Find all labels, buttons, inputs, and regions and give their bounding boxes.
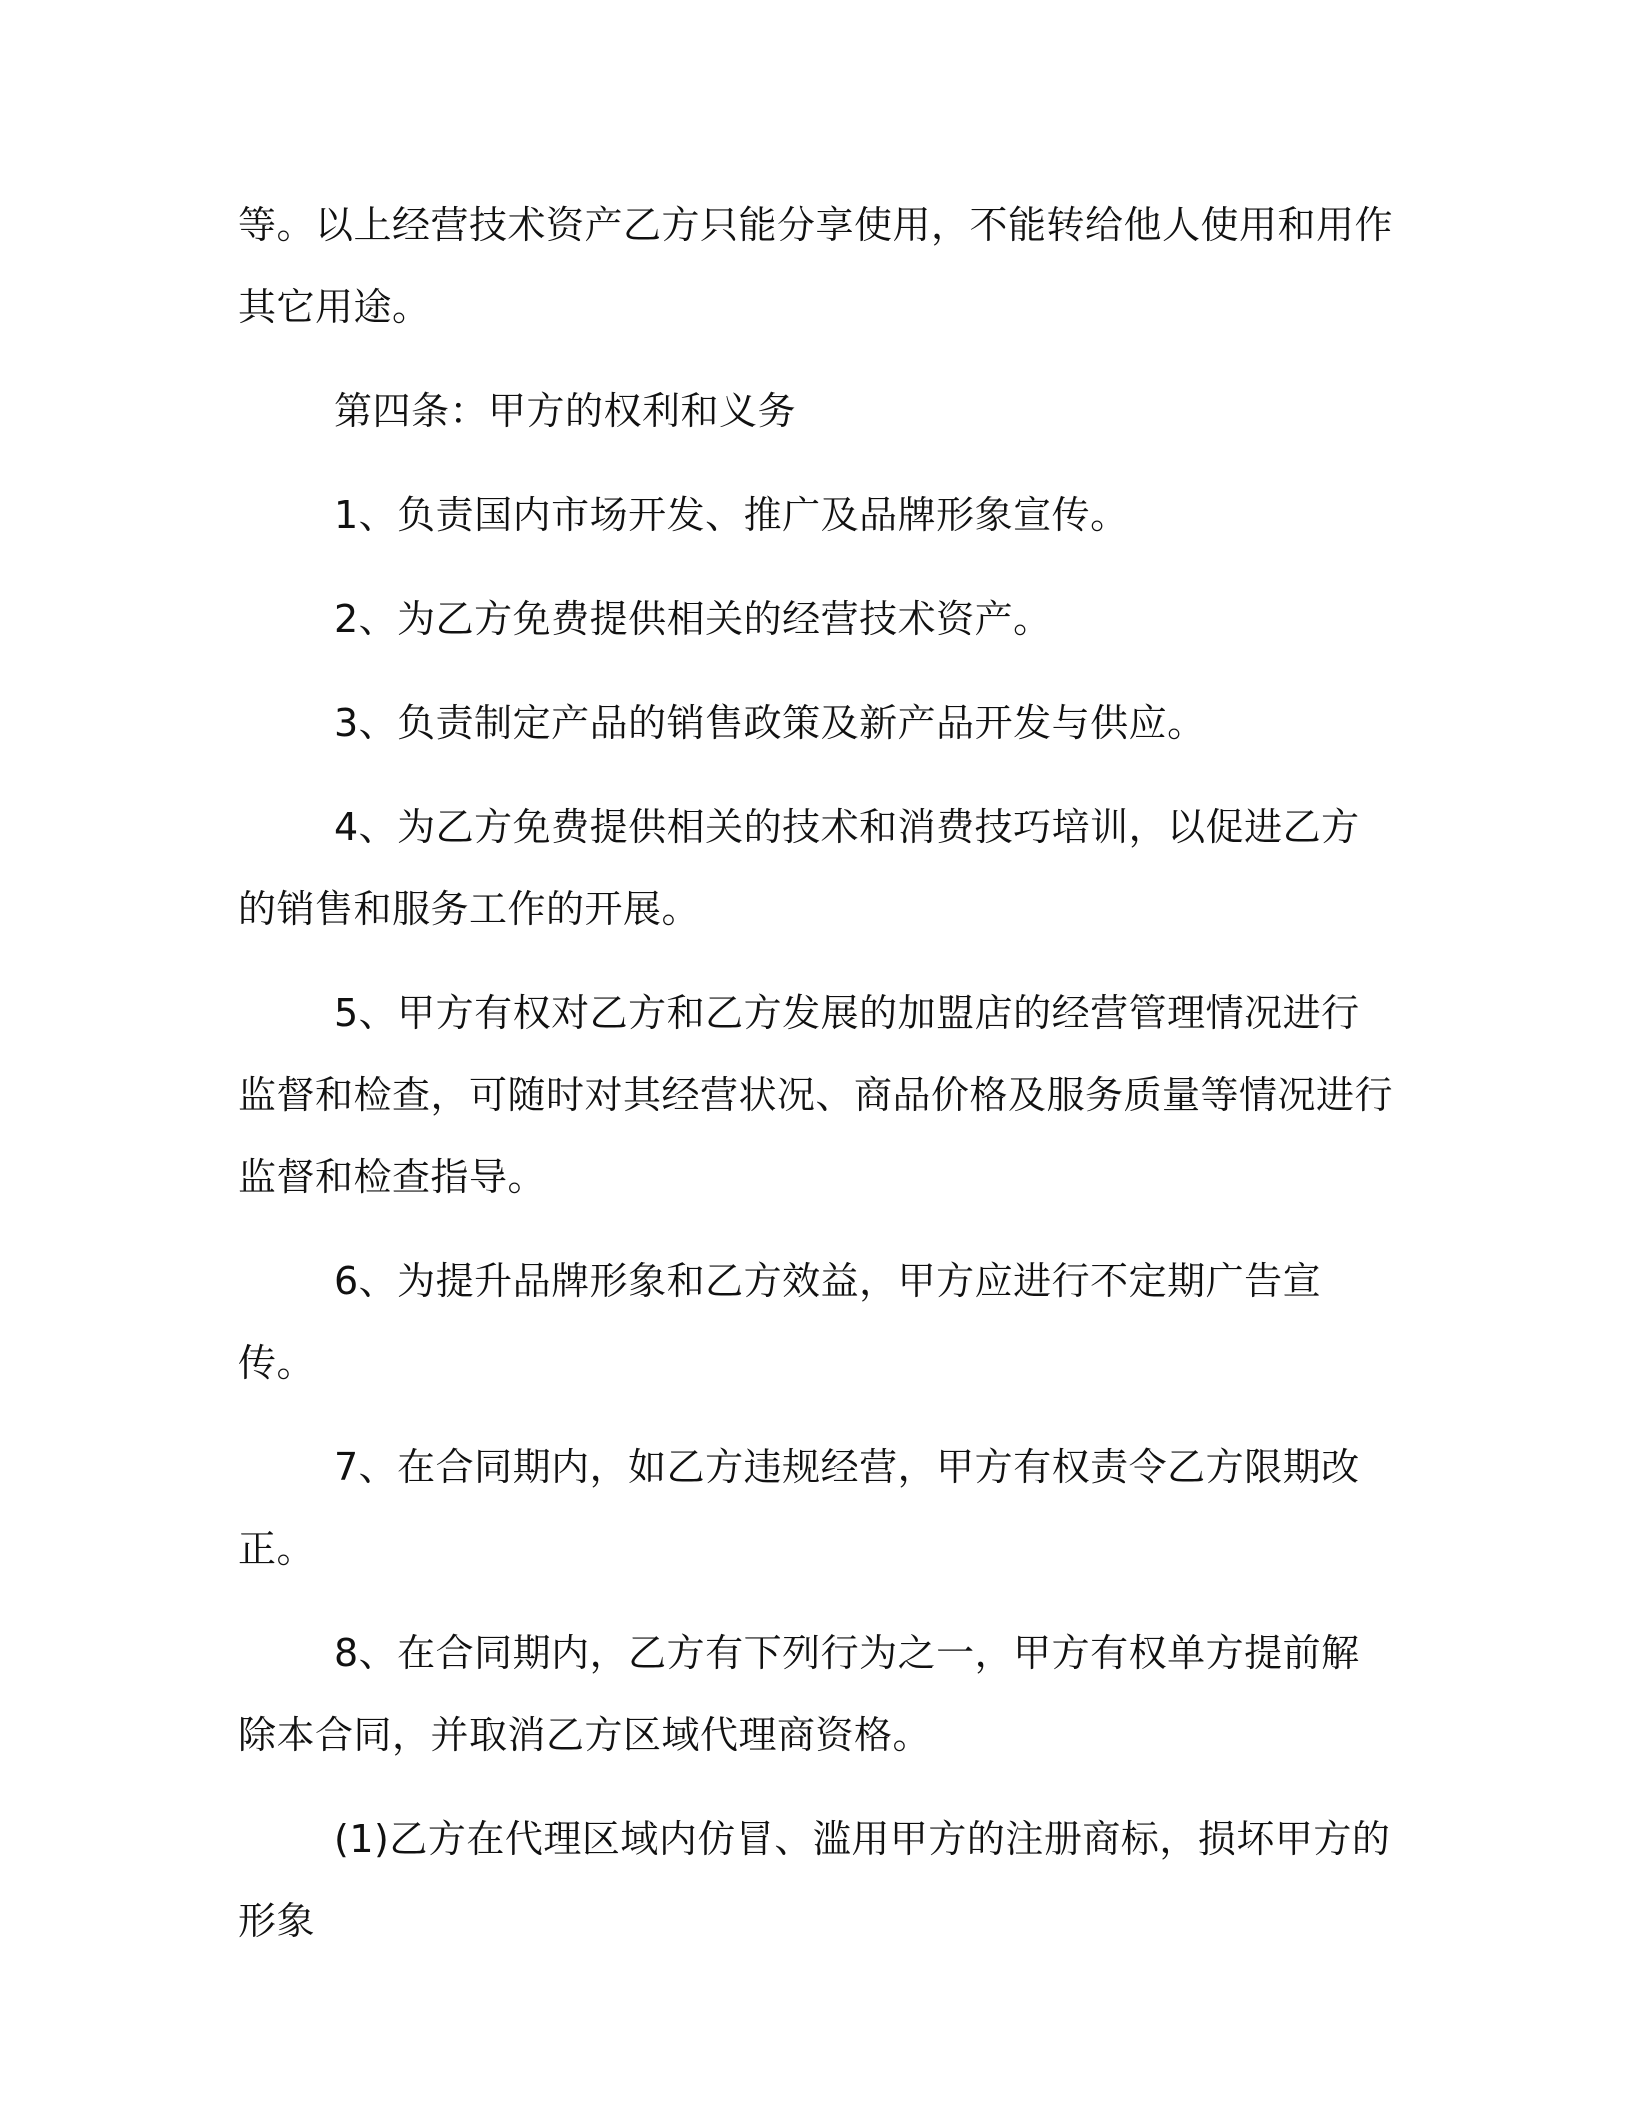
clause-5: 5、甲方有权对乙方和乙方发展的加盟店的经营管理情况进行监督和检查，可随时对其经营状况、商品价格及服务质量等情况进行监督和检查指导。 xyxy=(238,991,1394,1199)
clause-1: 1、负责国内市场开发、推广及品牌形象宣传。 xyxy=(334,493,1129,537)
paragraph-continuation: 等。以上经营技术资产乙方只能分享使用，不能转给他人使用和用作其它用途。 xyxy=(238,203,1394,329)
clause-7: 7、在合同期内，如乙方违规经营，甲方有权责令乙方限期改正。 xyxy=(238,1445,1360,1571)
clause-4: 4、为乙方免费提供相关的技术和消费技巧培训，以促进乙方的销售和服务工作的开展。 xyxy=(238,805,1360,931)
section-heading-article-4: 第四条：甲方的权利和义务 xyxy=(334,389,797,433)
document-body xyxy=(238,184,1398,1962)
sub-clause-1: (1)乙方在代理区域内仿冒、滥用甲方的注册商标，损坏甲方的形象 xyxy=(238,1817,1391,1943)
clause-3: 3、负责制定产品的销售政策及新产品开发与供应。 xyxy=(334,701,1206,745)
clause-6: 6、为提升品牌形象和乙方效益，甲方应进行不定期广告宣传。 xyxy=(238,1259,1322,1385)
clause-2: 2、为乙方免费提供相关的经营技术资产。 xyxy=(334,597,1052,641)
clause-8: 8、在合同期内，乙方有下列行为之一，甲方有权单方提前解除本合同，并取消乙方区域代理商资格。 xyxy=(238,1631,1360,1757)
